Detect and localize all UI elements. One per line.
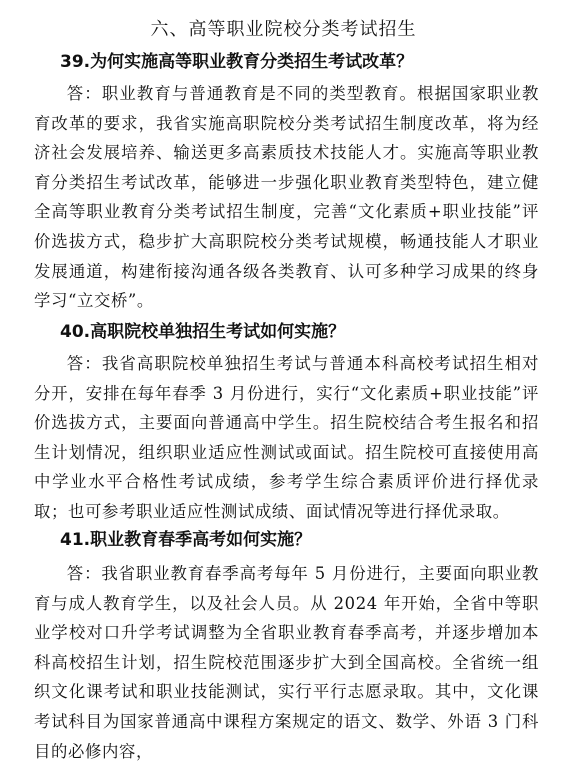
answer-40-paragraph: 答：我省高职院校单独招生考试与普通本科高校考试招生相对分开，安排在每年春季 3 月份进行，实行“文化素质+职业技能”评价选拔方式，主要面向普通高中学生。招生院校结合考生报名和招生计划情况，组织职业适应性测试或面试。招生院校可直接使用高中学业水平合格性考试成绩，参考学生综合素质评价进行择优录取；也可参考职业适应性测试成绩、面试情况等进行择优录取。 — [34, 354, 539, 521]
question-40-title: 40.高职院校单独招生考试如何实施？ — [60, 322, 346, 342]
answer-41-paragraph: 答：我省职业教育春季高考每年 5 月份进行，主要面向职业教育与成人教育学生，以及社会人员。从 2024 年开始，全省中等职业学校对口升学考试调整为全省职业教育春季高考，并逐步增加本科高校招生计划，招生院校范围逐步扩大到全国高校。全省统一组织文化课考试和职业技能测试，实行平行志愿录取。其中，文化课考试科目为国家普通高中课程方案规定的语文、数学、外语 3 门科目的必修内容， — [34, 564, 539, 761]
question-41-title: 41.职业教育春季高考如何实施？ — [60, 530, 312, 550]
section-title: 六、高等职业院校分类考试招生 — [150, 19, 417, 40]
question-39-title: 39.为何实施高等职业教育分类招生考试改革？ — [60, 52, 414, 72]
answer-39-paragraph: 答：职业教育与普通教育是不同的类型教育。根据国家职业教育改革的要求，我省实施高职院校分类考试招生制度改革，将为经济社会发展培养、输送更多高素质技术技能人才。实施高等职业教育分类招生考试改革，能够进一步强化职业教育类型特色，建立健全高等职业教育分类考试招生制度，完善“文化素质+职业技能”评价选拔方式，稳步扩大高职院校分类考试规模，畅通技能人才职业发展通道，构建衔接沟通各级各类教育、认可多种学习成果的终身学习“立交桥”。 — [34, 84, 539, 311]
